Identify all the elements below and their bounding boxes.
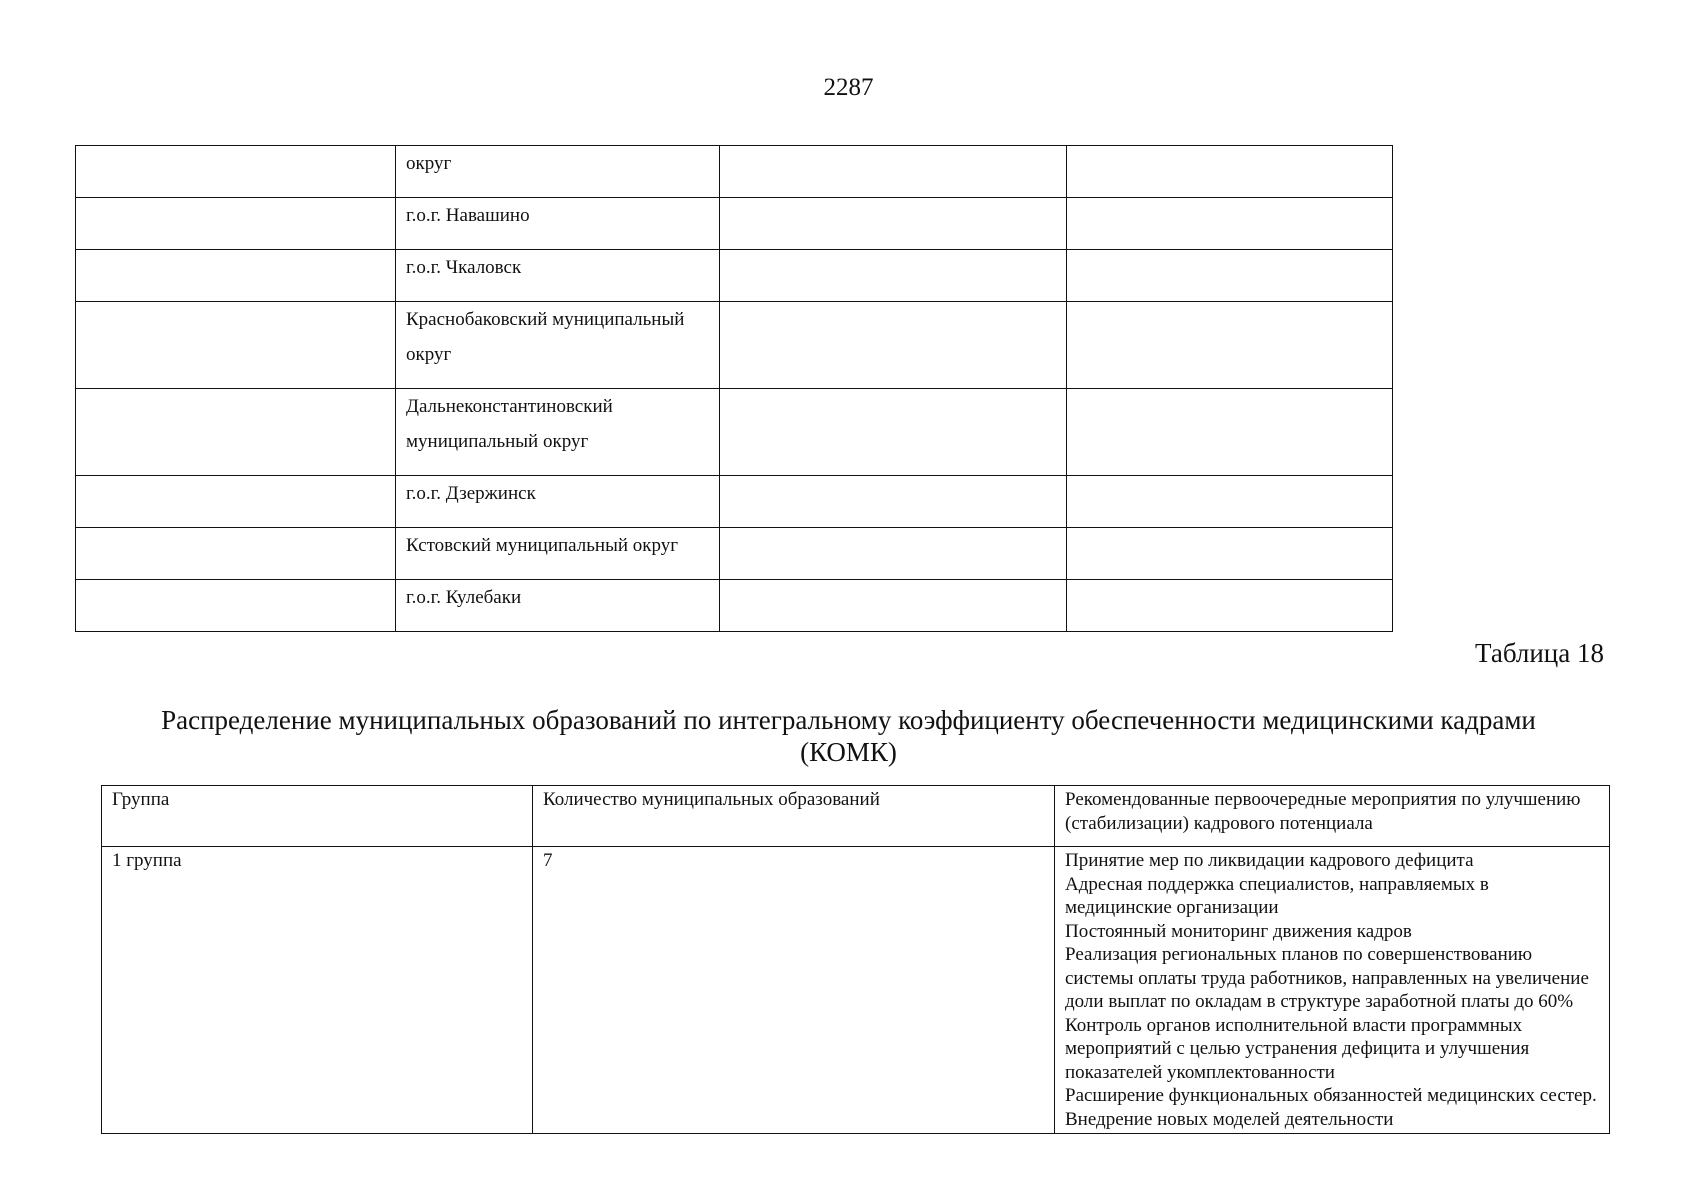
table-row: [76, 476, 1393, 528]
municipality-name: г.о.г. Кулебаки: [406, 587, 522, 608]
table-cell: [76, 198, 396, 250]
municipality-name-line: округ: [406, 344, 452, 365]
municipality-name: округ: [406, 153, 452, 174]
municipality-name: г.о.г. Дзержинск: [406, 483, 536, 504]
measure-item: Принятие мер по ликвидации кадрового дефицита: [1065, 850, 1474, 871]
municipality-name: г.о.г. Навашино: [406, 205, 530, 226]
table-row: [76, 528, 1393, 580]
table-row: [102, 847, 1610, 1134]
table-cell: [396, 146, 720, 198]
table-cell: [720, 146, 1067, 198]
table-header-row: [102, 786, 1610, 847]
table-cell: [396, 302, 720, 389]
table-cell: [1067, 250, 1393, 302]
count-cell: 7: [533, 847, 1055, 1134]
table-cell: [720, 580, 1067, 632]
table-cell: [720, 250, 1067, 302]
measure-item: Реализация региональных планов по совершенствованию системы оплаты труда работников, направленных на увеличение доли выплат по окладам в структуре заработной платы до 60%: [1065, 944, 1589, 1012]
table-cell: [720, 476, 1067, 528]
table-cell: [396, 250, 720, 302]
group-cell: 1 группа: [102, 847, 533, 1134]
measures-cell: [1055, 847, 1610, 1134]
municipality-name-line: Дальнеконстантиновский: [406, 396, 613, 417]
table-title-line: Распределение муниципальных образований по интегральному коэффициенту обеспеченности медицинскими кадрами: [161, 705, 1536, 735]
table-cell: [76, 389, 396, 476]
municipality-name: Кстовский муниципальный округ: [406, 535, 679, 556]
table-cell: [76, 302, 396, 389]
komk-distribution-table: [101, 785, 1610, 1134]
column-header-count: Количество муниципальных образований: [533, 786, 1055, 847]
table-row: [76, 302, 1393, 389]
table-cell: [396, 580, 720, 632]
measure-item: Адресная поддержка специалистов, направляемых в медицинские организации: [1065, 873, 1489, 918]
column-header-measures: Рекомендованные первоочередные мероприятия по улучшению (стабилизации) кадрового потенциала: [1055, 786, 1610, 847]
continued-table: [75, 145, 1393, 632]
page-number: 2287: [823, 74, 874, 101]
table-number-caption: Таблица 18: [1475, 638, 1604, 668]
table-cell: [1067, 528, 1393, 580]
municipality-name-line: Краснобаковский муниципальный: [406, 309, 685, 330]
table-cell: [1067, 198, 1393, 250]
table-cell: [396, 528, 720, 580]
table-cell: [396, 476, 720, 528]
municipality-name: г.о.г. Чкаловск: [406, 257, 522, 278]
table-cell: [1067, 146, 1393, 198]
table-row: [76, 250, 1393, 302]
table-cell: [720, 198, 1067, 250]
measure-item: Постоянный мониторинг движения кадров: [1065, 920, 1412, 942]
table-cell: [76, 146, 396, 198]
table-row: [76, 389, 1393, 476]
column-header-group: Группа: [102, 786, 533, 847]
table-cell: [396, 389, 720, 476]
table-cell: [76, 250, 396, 302]
table-cell: [1067, 476, 1393, 528]
measure-item: Контроль органов исполнительной власти программных мероприятий с целью устранения дефицита и улучшения показателей укомплектованности: [1065, 1014, 1530, 1083]
measure-item: Расширение функциональных обязанностей медицинских сестер. Внедрение новых моделей деятельности: [1065, 1085, 1597, 1130]
municipality-name-line: муниципальный округ: [406, 431, 589, 452]
table-row: [76, 146, 1393, 198]
table-cell: [720, 302, 1067, 389]
table-row: [76, 580, 1393, 632]
table-cell: [720, 528, 1067, 580]
table-title: [100, 704, 1597, 768]
table-cell: [1067, 302, 1393, 389]
table-row: [76, 198, 1393, 250]
table-cell: [76, 528, 396, 580]
table-cell: [1067, 389, 1393, 476]
table-cell: [76, 476, 396, 528]
table-cell: [1067, 580, 1393, 632]
table-cell: [720, 389, 1067, 476]
table-cell: [76, 580, 396, 632]
table-cell: [396, 198, 720, 250]
table-title-line: (КОМК): [800, 737, 897, 767]
